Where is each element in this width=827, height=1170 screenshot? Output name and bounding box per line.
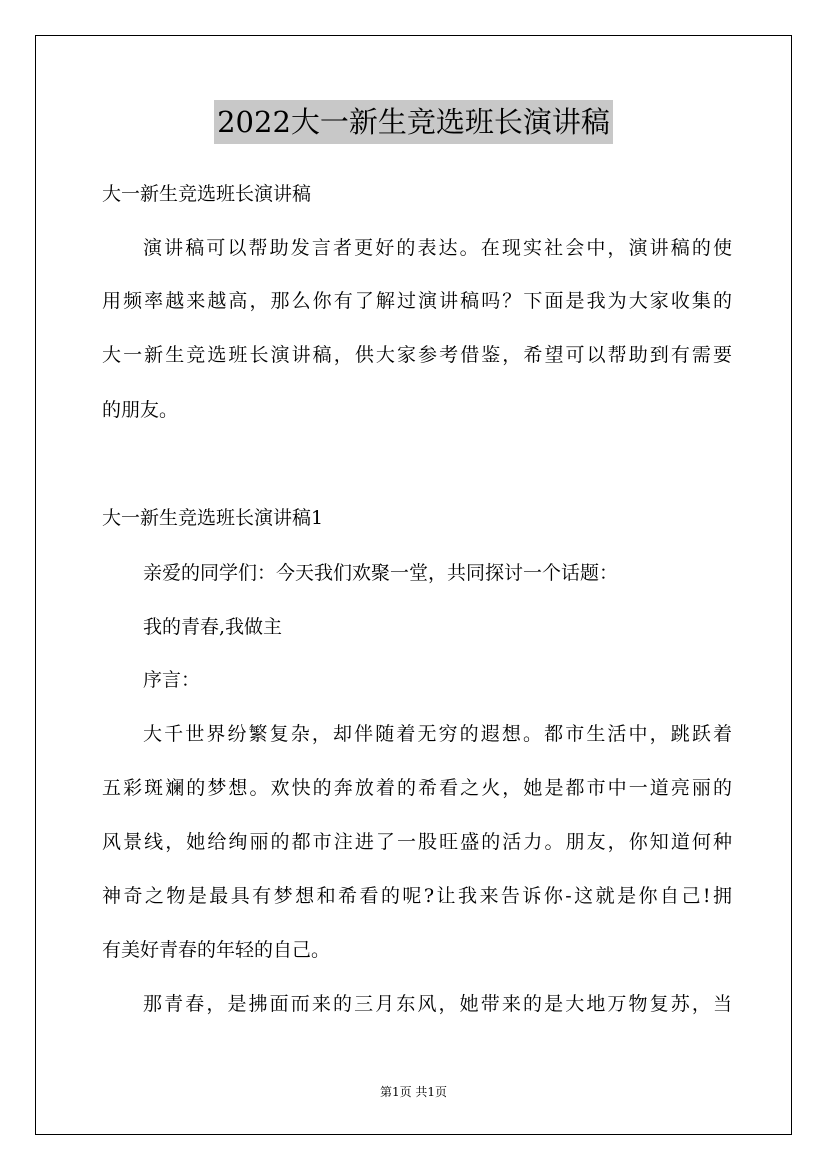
preface-label: 序言： bbox=[143, 669, 201, 691]
greeting-line: 亲爱的同学们：今天我们欢聚一堂，共同探讨一个话题： bbox=[143, 562, 619, 584]
paragraph-line: 五彩斑斓的梦想。欢快的奔放着的希看之火，她是都市中一道亮丽的 bbox=[102, 777, 732, 799]
title-container bbox=[0, 100, 827, 144]
paragraph-line: 有美好青春的年轻的自己。 bbox=[102, 939, 331, 961]
paragraph-line: 大千世界纷繁复杂，却伴随着无穷的遐想。都市生活中，跳跃着 bbox=[143, 723, 732, 745]
paragraph-line: 那青春，是拂面而来的三月东风，她带来的是大地万物复苏，当 bbox=[143, 993, 732, 1015]
intro-line: 的朋友。 bbox=[102, 399, 179, 421]
paragraph-line: 风景线，她给绚丽的都市注进了一股旺盛的活力。朋友，你知道何种 bbox=[102, 831, 732, 853]
page-footer: 第1页 共1页 bbox=[379, 1085, 448, 1099]
paragraph-line: 神奇之物是最具有梦想和希看的呢?让我来告诉你-这就是你自己!拥 bbox=[102, 885, 732, 907]
section-heading: 大一新生竞选班长演讲稿1 bbox=[102, 507, 324, 529]
subtitle: 大一新生竞选班长演讲稿 bbox=[102, 183, 312, 205]
intro-line: 用频率越来越高，那么你有了解过演讲稿吗？下面是我为大家收集的 bbox=[102, 290, 732, 312]
document-title: 2022大一新生竞选班长演讲稿 bbox=[214, 100, 613, 144]
intro-line: 大一新生竞选班长演讲稿，供大家参考借鉴，希望可以帮助到有需要 bbox=[102, 344, 732, 366]
intro-line: 演讲稿可以帮助发言者更好的表达。在现实社会中，演讲稿的使 bbox=[143, 237, 732, 259]
theme-line: 我的青春,我做主 bbox=[143, 616, 283, 638]
